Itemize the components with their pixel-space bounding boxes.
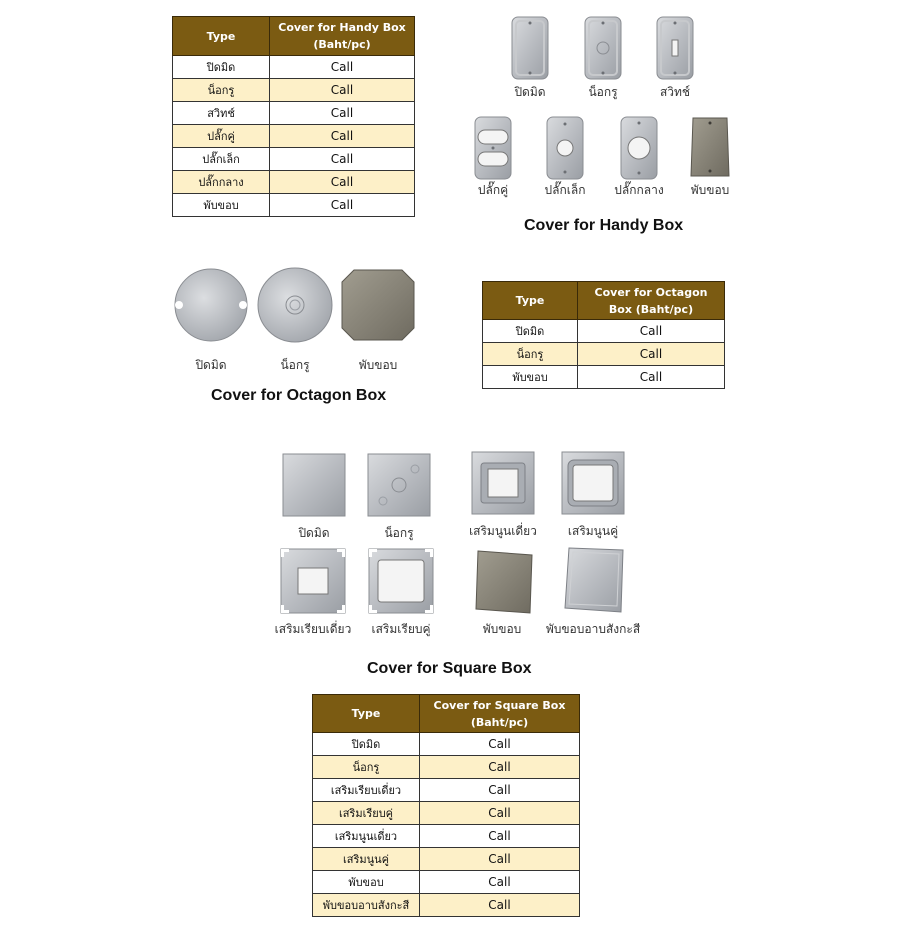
type-column-header: Type: [313, 695, 420, 733]
folded-edge-square-cover-icon: [474, 549, 534, 615]
price-cell: Call: [270, 171, 415, 194]
raised-double-square-cover-icon: [561, 451, 625, 515]
table-row: [173, 194, 415, 217]
price-cell: Call: [420, 779, 580, 802]
price-cell: Call: [270, 125, 415, 148]
table-row: [313, 733, 580, 756]
type-cell: ปลั๊กเล็ก: [173, 148, 270, 171]
table-row: [173, 125, 415, 148]
raised-single-square-cover-icon: [471, 451, 535, 515]
type-column-header: Type: [483, 282, 578, 320]
square-box-heading: Cover for Square Box: [367, 660, 532, 677]
type-cell: ปิดมิด: [313, 733, 420, 756]
small-receptacle-handy-cover-icon: [546, 116, 584, 180]
type-cell: เสริมนูนเดี่ยว: [313, 825, 420, 848]
price-column-header: Cover for Square Box (Baht/pc): [420, 695, 580, 733]
type-cell: ปิดมิด: [483, 320, 578, 343]
table-row: [173, 171, 415, 194]
table-row: [483, 320, 725, 343]
type-cell: พับขอบ: [483, 366, 578, 389]
type-cell: น็อกรู: [483, 343, 578, 366]
blank-round-cover-icon: [173, 267, 249, 343]
price-cell: Call: [420, 825, 580, 848]
duplex-handy-cover-icon: [474, 116, 512, 180]
image-caption: เสริมนูนคู่: [567, 524, 619, 538]
table-row: [173, 102, 415, 125]
flat-double-square-cover-icon: [368, 548, 434, 614]
flat-single-square-cover-icon: [280, 548, 346, 614]
square-box-price-table: [312, 694, 580, 917]
price-cell: Call: [270, 148, 415, 171]
table-row: [173, 148, 415, 171]
image-caption: ปิดมิด: [514, 85, 546, 99]
knockout-round-cover-icon: [257, 266, 333, 344]
galvanized-folded-square-cover-icon: [563, 546, 625, 614]
folded-edge-octagon-cover-icon: [340, 268, 416, 342]
price-cell: Call: [420, 848, 580, 871]
type-column-header: Type: [173, 17, 270, 56]
type-cell: เสริมนูนคู่: [313, 848, 420, 871]
price-cell: Call: [578, 343, 725, 366]
blank-square-cover-icon: [282, 453, 346, 517]
price-cell: Call: [270, 194, 415, 217]
table-row: [313, 894, 580, 917]
switch-handy-cover-icon: [656, 16, 694, 80]
table-row: [313, 848, 580, 871]
octagon-box-price-table: [482, 281, 725, 389]
type-cell: พับขอบ: [313, 871, 420, 894]
type-cell: เสริมเรียบคู่: [313, 802, 420, 825]
table-row: [313, 825, 580, 848]
image-caption: เสริมนูนเดี่ยว: [469, 524, 537, 538]
image-caption: ปลั๊กคู่: [477, 183, 509, 197]
table-row: [173, 56, 415, 79]
type-cell: ปลั๊กคู่: [173, 125, 270, 148]
table-row: [313, 802, 580, 825]
image-caption: พับขอบ: [690, 183, 730, 197]
table-row: [313, 871, 580, 894]
image-caption: น็อกรู: [588, 85, 618, 99]
image-caption: พับขอบอาบสังกะสี: [545, 622, 641, 636]
blank-handy-cover-icon: [511, 16, 549, 80]
price-column-header: Cover for Octagon Box (Baht/pc): [578, 282, 725, 320]
type-cell: น็อกรู: [173, 79, 270, 102]
table-row: [313, 779, 580, 802]
table-row: [173, 79, 415, 102]
knockout-square-cover-icon: [367, 453, 431, 517]
image-caption: ปลั๊กกลาง: [614, 183, 664, 197]
image-caption: น็อกรู: [280, 358, 310, 372]
table-row: [483, 366, 725, 389]
price-cell: Call: [420, 802, 580, 825]
type-cell: ปลั๊กกลาง: [173, 171, 270, 194]
image-caption: ปิดมิด: [298, 526, 330, 540]
price-cell: Call: [578, 320, 725, 343]
price-cell: Call: [420, 894, 580, 917]
image-caption: ปลั๊กเล็ก: [544, 183, 586, 197]
image-caption: ปิดมิด: [195, 358, 227, 372]
handy-box-price-table: [172, 16, 415, 217]
type-cell: น็อกรู: [313, 756, 420, 779]
image-caption: สวิทช์: [659, 85, 691, 99]
type-cell: พับขอบอาบสังกะสี: [313, 894, 420, 917]
price-cell: Call: [578, 366, 725, 389]
knockout-handy-cover-icon: [584, 16, 622, 80]
price-cell: Call: [420, 871, 580, 894]
image-caption: เสริมเรียบเดี่ยว: [274, 622, 352, 636]
table-row: [483, 343, 725, 366]
octagon-box-heading: Cover for Octagon Box: [211, 387, 387, 404]
price-column-header: Cover for Handy Box (Baht/pc): [270, 17, 415, 56]
type-cell: พับขอบ: [173, 194, 270, 217]
table-row: [313, 756, 580, 779]
price-cell: Call: [270, 79, 415, 102]
folded-edge-handy-cover-icon: [690, 116, 730, 178]
price-cell: Call: [270, 56, 415, 79]
type-cell: สวิทช์: [173, 102, 270, 125]
handy-box-heading: Cover for Handy Box: [524, 217, 684, 234]
image-caption: น็อกรู: [384, 526, 414, 540]
price-cell: Call: [420, 756, 580, 779]
type-cell: เสริมเรียบเดี่ยว: [313, 779, 420, 802]
image-caption: เสริมเรียบคู่: [371, 622, 431, 636]
image-caption: พับขอบ: [482, 622, 522, 636]
medium-receptacle-handy-cover-icon: [620, 116, 658, 180]
price-cell: Call: [420, 733, 580, 756]
image-caption: พับขอบ: [358, 358, 398, 372]
type-cell: ปิดมิด: [173, 56, 270, 79]
price-cell: Call: [270, 102, 415, 125]
